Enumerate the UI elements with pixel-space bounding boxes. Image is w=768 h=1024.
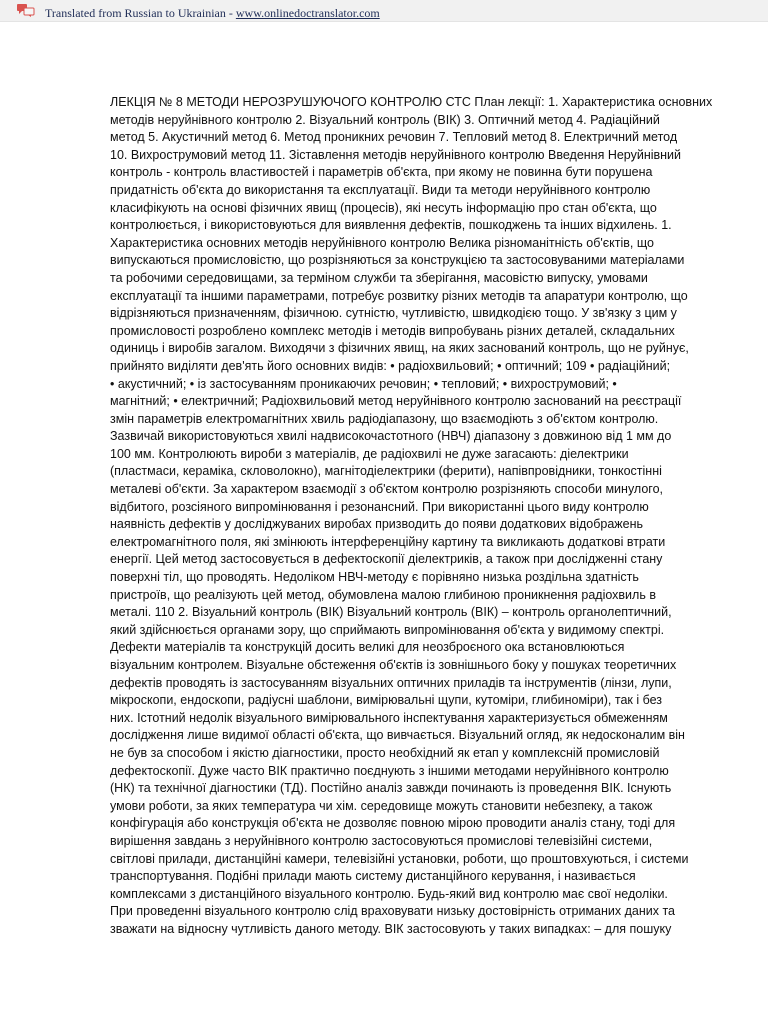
text-line: контролюється, і використовуються для виявлення дефектів, пошкоджень та інших відхилень. 1. xyxy=(110,218,672,233)
text-line: магнітний; • електричний; Радіохвильовий метод неруйнівного контролю заснований на реєстрації xyxy=(110,394,682,409)
text-line: (НК) та технічної діагностики (ТД). Постійно аналіз завжди починають із проведення ВІК. Існують xyxy=(110,781,672,796)
text-line: вирішення завдань з неруйнівного контролю застосовуються промислові телевізійні системи, xyxy=(110,833,653,848)
text-line: прийнято виділяти дев'ять його основних видів: • радіохвильовий; • оптичний; 109 • радіаційний; xyxy=(110,358,671,373)
text-line: промисловості розроблено комплекс методів і методів випробувань різних деталей, складальних xyxy=(110,323,675,338)
text-line: • акустичний; • із застосуванням проникаючих речовин; • тепловий; • вихрострумовий; • xyxy=(110,376,617,391)
translator-logo-icon xyxy=(16,3,36,17)
text-line: поверхні тіл, що проводять. Недоліком НВЧ-методу є порівняно низька роздільна здатність xyxy=(110,570,639,585)
text-line: При проведенні візуального контролю слід враховувати низьку достовірність отриманих даних та xyxy=(110,904,675,919)
text-line: контроль - контроль властивостей і параметрів об'єкта, при якому не повинна бути порушена xyxy=(110,165,653,180)
text-line: енергії. Цей метод застосовується в дефектоскопії діелектриків, а також при дослідженні стану xyxy=(110,552,663,567)
text-line: випускаються промисловістю, що розрізняються за конструкцією та застосовуваними матеріалами xyxy=(110,253,685,268)
text-line: експлуатації та іншими параметрами, потребує розвитку різних методів та апаратури контролю, що xyxy=(110,288,688,303)
text-line: металеві об'єкти. За характером взаємодії з об'єктом контролю розрізняють способи минулого, xyxy=(110,482,664,497)
text-line: пристроїв, що реалізують цей метод, обумовлена малою глибиною проникнення радіохвиль в xyxy=(110,587,656,602)
text-line: дослідження лише видимої області об'єкта, що вивчається. Візуальний огляд, як недосконалим він xyxy=(110,728,685,743)
text-line: одиниць і виробів загалом. Виходячи з фізичних явищ, на яких заснований контроль, що не руйнує, xyxy=(110,341,689,356)
text-line: них. Істотний недолік візуального вимірювального інспектування характеризується обмеженням xyxy=(110,710,668,725)
text-line: дефектоскопії. Дуже часто ВІК практично поєднують з іншими методами неруйнівного контролю xyxy=(110,763,669,778)
text-line: метод 5. Акустичний метод 6. Метод проникних речовин 7. Тепловий метод 8. Електричний метод xyxy=(110,130,678,145)
text-line: 10. Вихрострумовий метод 11. Зіставлення методів неруйнівного контролю Введення Неруйнівний xyxy=(110,147,682,162)
text-line: відрізняються призначенням, фізичною. сутністю, чутливістю, швидкодією тощо. У зв'язку з цим у xyxy=(110,306,677,321)
text-line: методів неруйнівного контролю 2. Візуальний контроль (ВІК) 3. Оптичний метод 4. Радіаційний xyxy=(110,112,660,127)
text-line: світлові прилади, дистанційні камери, телевізійні установки, роботи, що проштовхуються, і системи xyxy=(110,851,689,866)
text-line: та робочими середовищами, за терміном служби та зберігання, масовістю випуску, умовами xyxy=(110,270,648,285)
text-line: Зазвичай використовуються хвилі надвисокочастотного (НВЧ) діапазону з довжиною від 1 мм до xyxy=(110,429,672,444)
text-line: конфігурація або конструкція об'єкта не дозволяє повною мірою проводити аналіз стану, тоді для xyxy=(110,816,676,831)
text-line: не був за способом і якістю діагностики, просто необхідний як етап у комплексній промисловій xyxy=(110,745,660,760)
translation-notice-prefix: Translated from Russian to Ukrainian - xyxy=(45,6,236,20)
text-line: 100 мм. Контролюють вироби з матеріалів, де радіохвилі не дуже загасають: діелектрики xyxy=(110,446,629,461)
text-line: візуальним контролем. Візуальне обстеження об'єктів із зовнішнього боку у пошуках теоретичних xyxy=(110,658,677,672)
translation-notice xyxy=(45,6,380,20)
text-line: класифікують на основі фізичних явищ (процесів), які несуть інформацію про стан об'єкта, що xyxy=(110,200,657,215)
text-line: придатність об'єкта до використання та експлуатації. Види та методи неруйнівного контролю xyxy=(110,182,651,197)
text-line: умови роботи, за яких температура чи хім. середовище можуть становити небезпеку, а також xyxy=(110,798,653,813)
text-line: зважати на відносну чутливість даного методу. ВІК застосовують у таких випадках: – для пошуку xyxy=(110,921,672,936)
text-line: який здійснюється органами зору, що сприймають випромінювання об'єкта у видимому спектрі. xyxy=(110,622,665,637)
text-line: відбитого, розсіяного випромінювання і резонансний. При використанні цього виду контролю xyxy=(110,499,649,514)
text-line: Характеристика основних методів неруйнівного контролю Велика різноманітність об'єктів, що xyxy=(110,235,654,250)
text-line: ЛЕКЦІЯ № 8 МЕТОДИ НЕРОЗРУШУЮЧОГО КОНТРОЛЮ СТС План лекції: 1. Характеристика основних xyxy=(110,95,713,109)
text-line: електромагнітного поля, які змінюють інтерференційну картину та викликають додаткові втрати xyxy=(110,534,666,549)
text-line: дефектів проводять із застосуванням візуальних оптичних приладів та інструментів (лінзи, лупи, xyxy=(110,675,672,690)
text-line: металі. 110 2. Візуальний контроль (ВІК) Візуальний контроль (ВІК) – контроль органолептичний, xyxy=(110,605,672,620)
text-line: комплексами з дистанційного візуального контролю. Будь-який вид контролю має свої недоліки. xyxy=(110,886,668,901)
text-line: транспортування. Подібні прилади мають систему дистанційного керування, і називається xyxy=(110,869,636,884)
text-line: Дефекти матеріалів та конструкцій досить великі для неозброєного ока встановлюються xyxy=(110,640,625,655)
text-line: (пластмаси, кераміка, скловолокно), магнітодіелектрики (ферити), напівпровідники, тонкостінні xyxy=(110,464,662,479)
translation-banner xyxy=(0,0,768,22)
document-body xyxy=(110,94,714,939)
text-line: мікроскопи, ендоскопи, радіусні шаблони, вимірювальні щупи, кутоміри, глибиноміри), так і без xyxy=(110,693,663,708)
text-line: наявність дефектів у досліджуваних виробах призводить до появи додаткових відображень xyxy=(110,517,644,532)
text-line: змін параметрів електромагнітних хвиль радіодіапазону, що взаємодіють з об'єктом контролю. xyxy=(110,411,659,426)
translator-link[interactable]: www.onlinedoctranslator.com xyxy=(235,6,380,20)
